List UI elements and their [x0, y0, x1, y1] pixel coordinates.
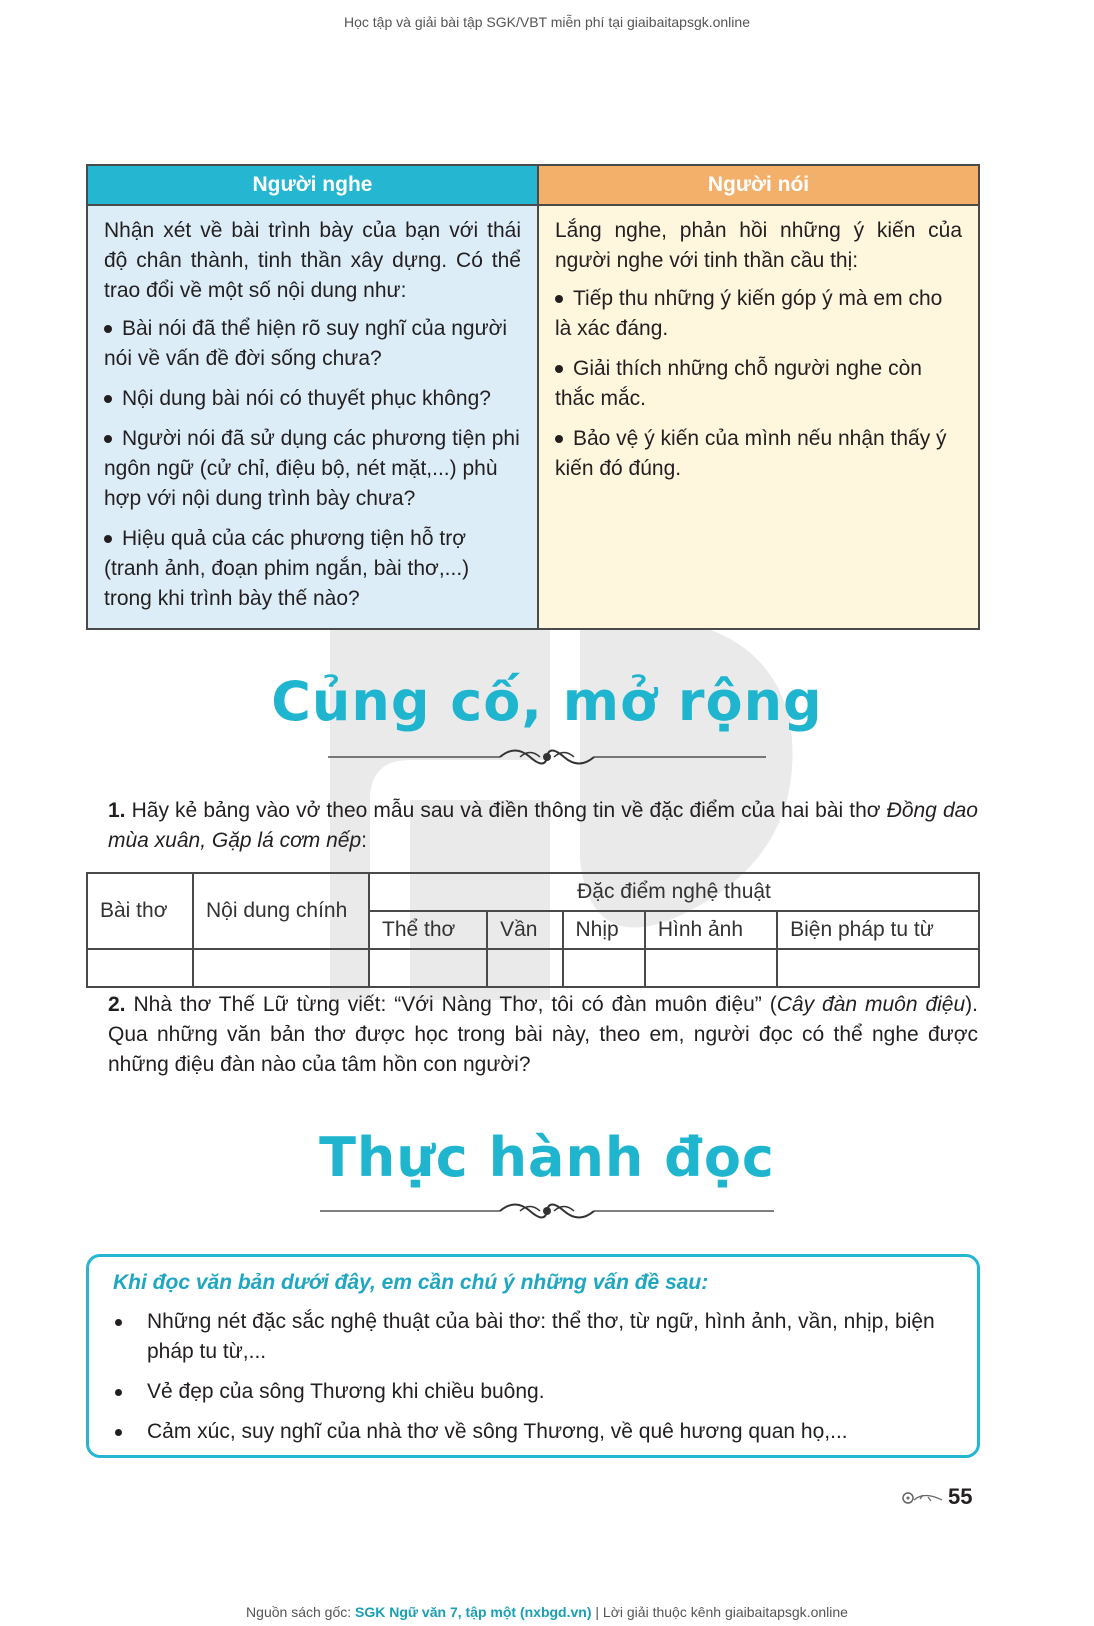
col-main-content: Nội dung chính — [193, 873, 369, 949]
divider-ornament-icon — [0, 742, 1094, 772]
speaker-column — [539, 166, 978, 628]
bullet-icon — [115, 1429, 122, 1436]
bullet-icon — [555, 365, 563, 373]
speaker-item: Tiếp thu những ý kiến góp ý mà em cho là xác đáng. — [554, 287, 943, 340]
bullet-icon — [104, 325, 112, 333]
listener-speaker-table — [86, 164, 980, 630]
col-rhetoric: Biện pháp tu từ — [777, 911, 979, 949]
exercise-2: 2. Nhà thơ Thế Lữ từng viết: “Với Nàng Thơ, tôi có đàn muôn điệu” (Cây đàn muôn điệu). Qua những văn bản thơ được học trong bài này, theo em, người đọc có thể nghe được những điệu đàn nào của tâm hồn con người? — [108, 993, 978, 1076]
reading-notes-box — [86, 1254, 980, 1458]
section-title-reading-practice: Thực hành đọc — [319, 1126, 775, 1189]
bullet-icon — [555, 295, 563, 303]
source-book-link[interactable]: SGK Ngữ văn 7, tập một (nxbgd.vn) — [355, 1604, 592, 1620]
listener-header: Người nghe — [88, 166, 537, 206]
bullet-icon — [555, 435, 563, 443]
divider-ornament-icon — [0, 1196, 1094, 1226]
exercise-1: 1. Hãy kẻ bảng vào vở theo mẫu sau và điền thông tin về đặc điểm của hai bài thơ Đồng dao mùa xuân, Gặp lá cơm nếp: — [108, 799, 978, 852]
speaker-header: Người nói — [539, 166, 978, 206]
listener-column — [88, 166, 539, 628]
listener-item: Bài nói đã thể hiện rõ suy nghĩ của người nói về vấn đề đời sống chưa? — [104, 317, 508, 370]
col-rhythm: Nhịp — [563, 911, 645, 949]
list-item: Những nét đặc sắc nghệ thuật của bài thơ: thể thơ, từ ngữ, hình ảnh, vần, nhịp, biện pháp tu từ,... — [113, 1307, 953, 1367]
flower-ornament-icon — [898, 1487, 944, 1509]
col-rhyme: Vần — [487, 911, 562, 949]
listener-item: Hiệu quả của các phương tiện hỗ trợ (tranh ảnh, đoạn phim ngắn, bài thơ,...) trong khi trình bày thế nào? — [104, 527, 470, 610]
page-number: 55 — [948, 1484, 973, 1509]
footer-note: Nguồn sách gốc: SGK Ngữ văn 7, tập một (nxbgd.vn) | Lời giải thuộc kênh giaibaitapsgk.online — [246, 1604, 848, 1620]
listener-item: Nội dung bài nói có thuyết phục không? — [104, 384, 521, 414]
col-poem: Bài thơ — [87, 873, 193, 949]
bullet-icon — [115, 1319, 122, 1326]
speaker-item: Bảo vệ ý kiến của mình nếu nhận thấy ý kiến đó đúng. — [554, 427, 947, 480]
table-row — [87, 949, 979, 987]
listener-intro: Nhận xét về bài trình bày của bạn với thái độ chân thành, tinh thần xây dựng. Có thể trao đổi về một số nội dung như: — [104, 219, 521, 302]
bullet-icon — [115, 1389, 122, 1396]
header-note: Học tập và giải bài tập SGK/VBT miễn phí tại giaibaitapsgk.online — [344, 14, 750, 30]
bullet-icon — [104, 395, 112, 403]
listener-item: Người nói đã sử dụng các phương tiện phi ngôn ngữ (cử chỉ, điệu bộ, nét mặt,...) phù hợp với nội dung trình bày chưa? — [104, 427, 520, 510]
section-title-consolidate: Củng cố, mở rộng — [271, 670, 823, 733]
art-features-table — [86, 872, 980, 988]
bullet-icon — [104, 535, 112, 543]
notes-heading: Khi đọc văn bản dưới đây, em cần chú ý những vấn đề sau: — [113, 1271, 709, 1294]
list-item: Cảm xúc, suy nghĩ của nhà thơ về sông Thương, về quê hương quan họ,... — [113, 1417, 953, 1447]
col-form: Thể thơ — [369, 911, 487, 949]
speaker-intro: Lắng nghe, phản hồi những ý kiến của người nghe với tinh thần cầu thị: — [554, 219, 962, 272]
bullet-icon — [104, 435, 112, 443]
speaker-item: Giải thích những chỗ người nghe còn thắc mắc. — [554, 357, 922, 410]
col-image: Hình ảnh — [645, 911, 777, 949]
list-item: Vẻ đẹp của sông Thương khi chiều buông. — [113, 1377, 953, 1407]
col-group-art: Đặc điểm nghệ thuật — [369, 873, 979, 911]
